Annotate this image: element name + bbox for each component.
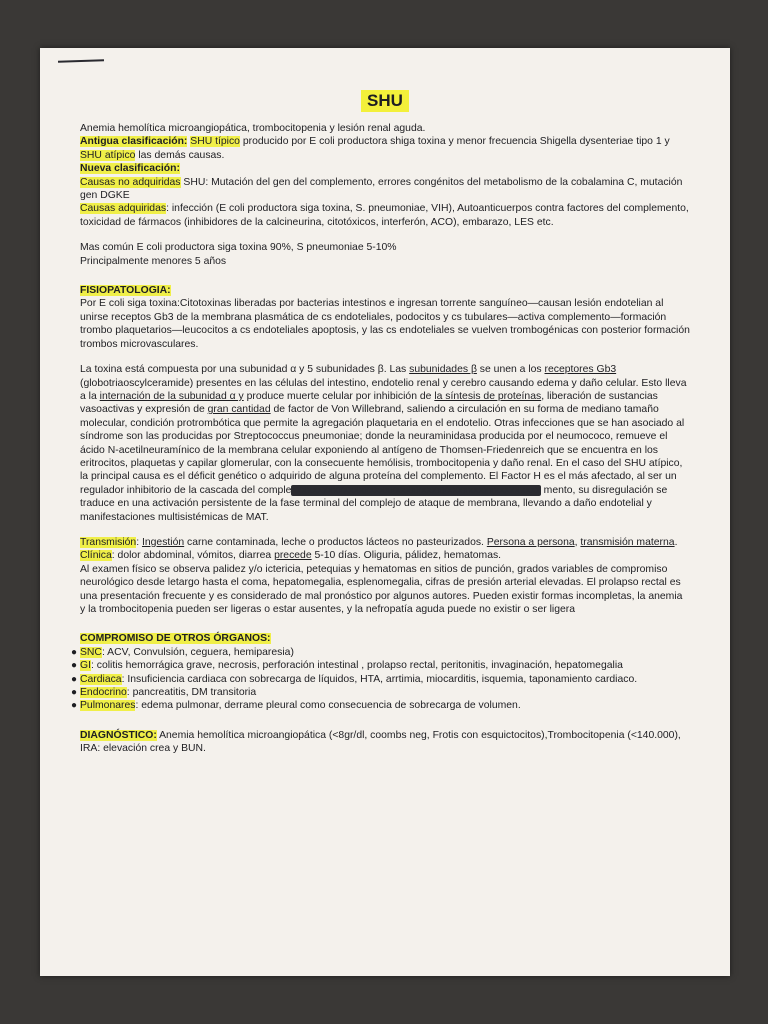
list-item: ● Cardiaca: Insuficiencia cardiaca con sobrecarga de líquidos, HTA, arrtimia, miocarditis, isquemia, taponamiento cardiaco. (71, 673, 638, 685)
bullet-icon: ● (71, 646, 78, 658)
bullet-icon: ● (71, 687, 78, 699)
transmision-paragraph: Transmisión: Ingestión carne contaminada, leche o productos lácteos no pasteurizados. Persona a persona, transmisión materna. (80, 536, 678, 548)
intro-line: Anemia hemolítica microangiopática, trombocitopenia y lesión renal aguda. (80, 123, 426, 134)
list-item: ● GI: colitis hemorrágica grave, necrosis, perforación intestinal , prolapso rectal, peritonitis, invaginación, hepatomegalia (71, 660, 623, 672)
shu-atipico: SHU atípico (80, 149, 136, 161)
fisio-paragraph-1: Por E coli siga toxina:Citotoxinas liberadas por bacterias intestinos e ingresan torrente sanguíneo—causan lesión endotelian al unirse receptos Gb3 de la membrana plasmática de cs endoteliales, podocitos y cs tubulares—activa complemento—formación trombo plaquetarios—leucocitos a cs endoteliales apoptosis, y las cs endoteliales se vuelven trombogénicas con posterior formación trombos microvasculares. (80, 298, 690, 350)
list-item: ● Pulmonares: edema pulmonar, derrame pleural como consecuencia de sobrecarga de volumen. (71, 700, 521, 712)
scribble-redaction: xxxxxxxxxxxxxxxxxxxxxxxxxxxxxxxxxxxxxxxxxxxxxxxx (291, 484, 541, 496)
no-adquiridas-label: Causas no adquiridas (80, 176, 181, 188)
document-content (71, 90, 690, 756)
antigua-paragraph: Antigua clasificación: SHU típico producido por E coli productora shiga toxina y menor frecuencia Shigella dysenteriae tipo 1 y SHU atípico las demás causas. (80, 136, 670, 161)
bullet-icon: ● (71, 700, 78, 712)
frequency-line: Mas común E coli productora siga toxina 90%, S pneumoniae 5-10% (80, 242, 397, 254)
antigua-label: Antigua clasificación: (80, 136, 188, 148)
transmision-label: Transmisión (80, 536, 137, 548)
shu-tipico: SHU típico (190, 136, 240, 148)
clinica-label: Clínica (80, 550, 112, 562)
diagnostico-label: DIAGNÓSTICO: (80, 729, 157, 741)
diagnostico-paragraph: DIAGNÓSTICO: Anemia hemolítica microangiopática (<8gr/dl, coombs neg, Frotis con esquictocitos),Trombocitopenia (<140.000), IRA: elevación crea y BUN. (80, 729, 681, 755)
nueva-label: Nueva clasificación: (80, 163, 180, 175)
clinica-paragraph: Clínica: dolor abdominal, vómitos, diarrea precede 5-10 días. Oliguria, pálidez, hematomas. (80, 550, 502, 562)
adquiridas-label: Causas adquiridas (80, 203, 167, 215)
document-page (40, 48, 730, 976)
fisio-heading: FISIOPATOLOGIA: (80, 285, 171, 297)
compromiso-heading: COMPROMISO DE OTROS ÓRGANOS: (80, 633, 271, 645)
list-item: ● SNC: ACV, Convulsión, ceguera, hemiparesia) (71, 646, 294, 658)
age-line: Principalmente menores 5 años (80, 255, 227, 267)
page-title: SHU (361, 90, 409, 112)
nueva-label-line (80, 162, 690, 175)
fisio-paragraph-2: La toxina está compuesta por una subunidad α y 5 subunidades β. Las subunidades β se unen a los receptores Gb3 (globotriaoscylceramide) presentes en las células del intestino, endotelio renal y cerebro causando edema y daño celular. Esto lleva a la internación de la subunidad α y produce muerte celular por inhibición de la síntesis de proteínas, liberación de sustancias vasoactivas y expresión de gran cantidad de factor de Von Willebrand, saliendo a circulación en su forma de mediano tamaño molecular, condición protrombótica que permite la agregación plaquetaria en el endotelio. Otras infecciones que se han asociado al síndrome son las producidas por Streptococcus pneumoniae; donde la neuraminidasa producida por el neumococo, remueve el ácido N-acetilneuramínico de la membrana celular exponiendo al antígeno de Thomsen-Friedenreich que se encuentra en los eritrocitos, plaquetas y capilar glomerular, con la consecuente hemólisis, trombocitopenia y daño renal. En el caso del SHU atípico, la principal causa es el déficit genético o adquirido de alguna proteína del complemento. El Factor H es el más afectado, al ser un regulador inhibitorio de la cascada del complexxxxxxxxxxxxxxxxxxxxxxxxxxxxxxxxxxxxxxxxxxxxxxxx mento, su disregulación se traduce en una activación persistente de la fase terminal del complejo de ataque de membrana, llevando a daño endotelial y manifestaciones multisistémicas de MAT. (80, 364, 687, 523)
examen-paragraph: Al examen físico se observa palidez y/o ictericia, petequias y hematomas en sitios de punción, grados variables de compromiso neurológico desde letargo hasta el coma, hepatomegalia, esplenomegalia, cifras de presión arterial elevadas. El prolapso rectal es una presentación frecuente y es considerado de mal pronóstico por algunos autores. Pueden existir formas incompletas, la anemia y la trombocitopenia pueden ser ligeras o estar ausentes, y la nefropatía aguda puede no existir o ser ligera (80, 563, 683, 615)
bullet-icon: ● (71, 660, 78, 672)
adquiridas-paragraph: Causas adquiridas: infección (E coli productora siga toxina, S. pneumoniae, VIH), Autoanticuerpos contra factores del complemento, toxicidad de fármacos (inhibidores de la calcineurina, citotóxicos, interferón, ACO), embarazo, LES etc. (80, 203, 689, 228)
pen-mark (58, 59, 104, 63)
organ-list (71, 646, 690, 713)
bullet-icon: ● (71, 673, 78, 685)
list-item: ● Endocrino: pancreatitis, DM transitoria (71, 687, 257, 699)
no-adquiridas-paragraph: Causas no adquiridas SHU: Mutación del gen del complemento, errores congénitos del metabolismo de la cobalamina C, mutación gen DGKE (80, 176, 683, 202)
